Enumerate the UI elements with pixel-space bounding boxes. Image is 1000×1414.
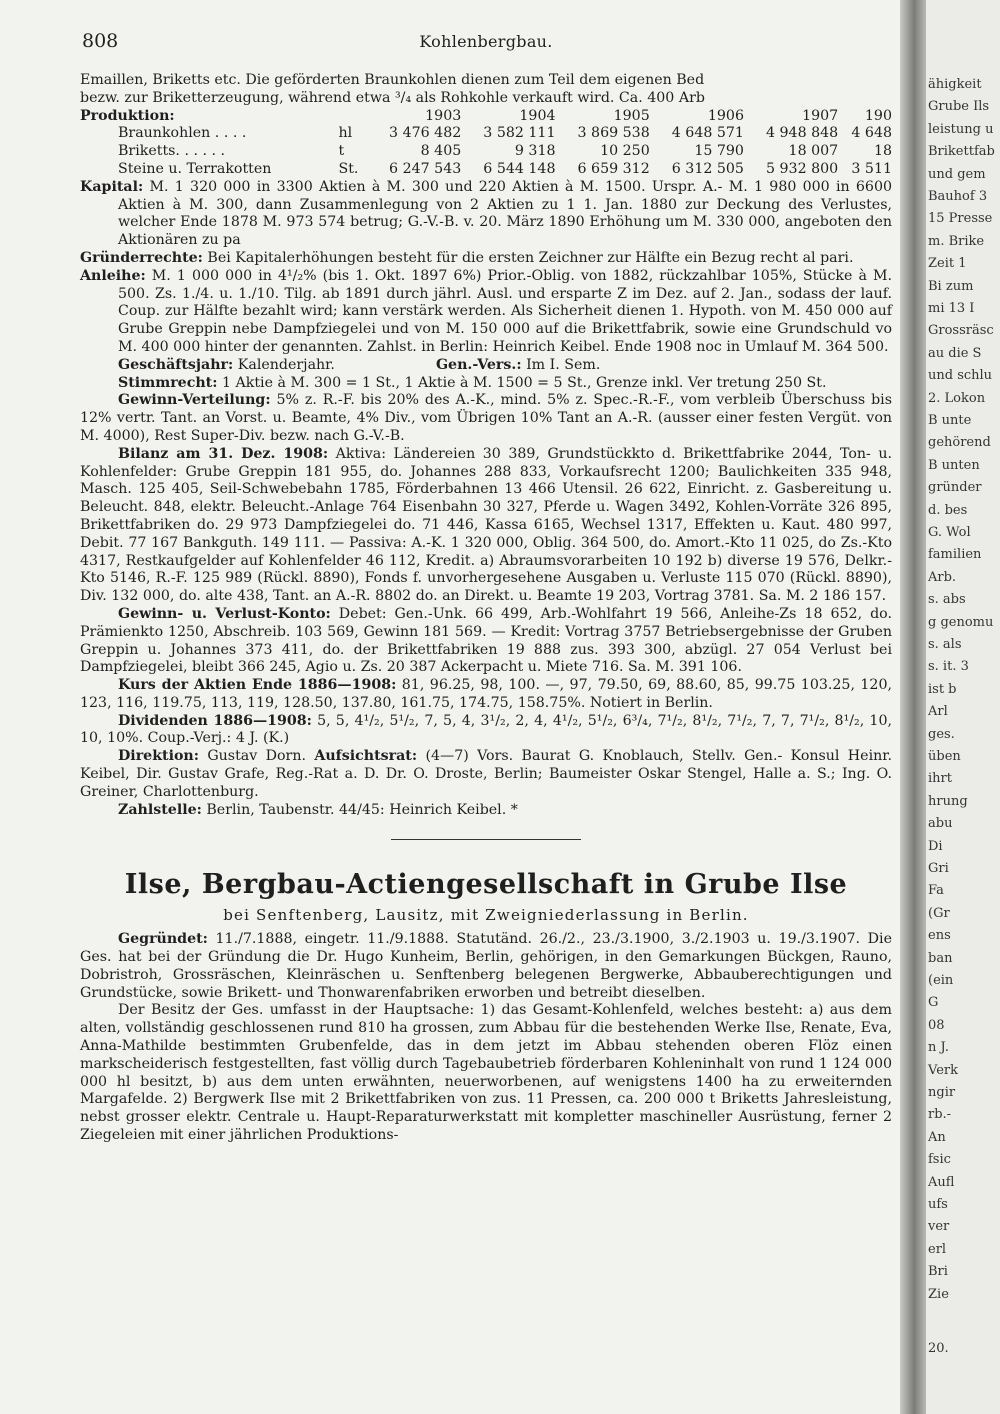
margin-fragment: fsic <box>928 1152 951 1168</box>
margin-fragment: hrung <box>928 793 968 809</box>
zahlstelle-label: Zahlstelle: <box>118 801 202 818</box>
main-text <box>80 72 892 1145</box>
margin-fragment: gehörend <box>928 435 991 451</box>
gewinnverteilung-label: Gewinn-Verteilung: <box>118 392 271 409</box>
geschaeftsjahr-label: Geschäftsjahr: <box>118 356 234 373</box>
kurs-paragraph <box>80 677 892 713</box>
gruenderrechte-label: Gründerrechte: <box>80 249 203 266</box>
intro-line: bezw. zur Briketterzeugung, während etwa ³/₄ als Rohkohle verkauft wird. Ca. 400 Arb <box>80 89 705 106</box>
gegruendet-text: 11./7.1888, eingetr. 11./9.1888. Statutänd. 26./2., 23./3.1900, 3./2.1903 u. 19./3.1907. Die Ges. hat bei der Gründung die Dr. Hugo Kunheim, Berlin, gehörigen, in den Gemarkungen Bückgen, Rauno, Dobristroh, Grossräschen, Kleinräschen u. Senftenberg belegenen Bergwerke, Abbauberechtigungen und Grundstücke, sowie Brikett- und Thonwarenfabriken erworben und betreibt dieselben. <box>80 931 892 1001</box>
aufsichtsrat-text: (4—7) Vors. Baurat G. Knoblauch, Stellv. Gen.- Konsul Heinr. Keibel, Dir. Gustav Grafe, Reg.-Rat a. D. Dr. O. Droste, Berlin; Baumeister Oskar Stengel, Halle a. S.; Ing. O. Greiner, Charlottenburg. <box>80 748 892 800</box>
margin-fragment: und schlu <box>928 368 993 384</box>
margin-fragment: au die S <box>928 345 982 361</box>
page-fold-shadow <box>900 0 926 1414</box>
anleihe-text: M. 1 000 000 in 4¹/₂% (bis 1. Okt. 1897 6%) Prior.-Oblig. von 1882, rückzahlbar 105%, Stücke à M. 500. Zs. 1./4. u. 1./10. Tilg. ab 1891 durch jährl. Ausl. und ersparte Z im Dez. auf 2. Jan., sodass der lauf. Coup. zur Hälfte bezahlt wird; kann verstärk werden. Als Sicherheit dienen 1. Hypoth. von M. 450 000 auf Grube Greppin nebe Dampfziegelei und von M. 150 000 auf die Brikettfabrik, sowie eine Grundschuld vo M. 400 000 hinter der genannten. Zahlst. in Berlin: Heinrich Keibel. Ende 1908 noc in Umlauf M. 364 500. <box>118 267 892 355</box>
margin-fragment: G <box>928 995 939 1011</box>
margin-fragment: m. Brike <box>928 233 985 249</box>
genvers-label: Gen.-Vers.: <box>435 356 522 373</box>
margin-fragment: d. bes <box>928 502 968 518</box>
production-header-row <box>80 108 892 126</box>
year-header: 190 <box>864 107 892 124</box>
gegruendet-label: Gegründet: <box>118 931 208 948</box>
cell-value: 18 007 <box>788 143 839 160</box>
margin-fragment: ngir <box>928 1085 956 1100</box>
margin-fragment: n J. <box>928 1040 949 1056</box>
guv-paragraph <box>80 606 892 677</box>
geschaeftsjahr-line <box>80 357 892 375</box>
cell-value: 3 476 482 <box>389 125 462 142</box>
production-table <box>80 108 892 179</box>
dividenden-paragraph <box>80 713 892 749</box>
cell-value: 6 247 543 <box>389 160 462 177</box>
margin-fragment: ver <box>928 1219 950 1235</box>
gegruendet-paragraph <box>80 931 892 1002</box>
row-unit: St. <box>338 160 359 177</box>
running-head: Kohlenbergbau. <box>419 32 553 51</box>
anleihe-label: Anleihe: <box>80 267 146 284</box>
page-number: 808 <box>82 30 119 52</box>
margin-fragment: Arl <box>928 704 948 720</box>
margin-fragment: Zie <box>928 1286 949 1302</box>
cell-value: 10 250 <box>600 143 650 160</box>
margin-fragment: ist b <box>928 681 957 697</box>
cell-value: 4 948 848 <box>765 125 839 142</box>
cell-value: 6 544 148 <box>483 160 556 177</box>
production-label: Produktion: <box>80 107 175 124</box>
row-label: Braunkohlen . . . . <box>118 125 247 142</box>
year-header: 1906 <box>707 107 744 124</box>
guv-label: Gewinn- u. Verlust-Konto: <box>118 605 331 622</box>
margin-fragment: ens <box>928 928 951 944</box>
margin-fragment: Bauhof 3 <box>928 189 988 204</box>
margin-fragment: üben <box>928 749 961 764</box>
gruenderrechte-paragraph <box>80 250 892 268</box>
margin-fragment: Gri <box>928 861 949 876</box>
gewinnverteilung-text: 5% z. R.-F. bis 20% des A.-K., mind. 5% z. Spec.-R.-F., vom verbleib Überschuss bis 12% vertr. Tant. an Vorst. u. Beamte, 4% Div., vom Übrigen 10% Tant an A.-R. (ausser einer festen Vergüt. von M. 4000), Rest Super-Div. bezw. nach G.-V.-B. <box>80 392 892 444</box>
margin-fragment: Zeit 1 <box>928 256 967 272</box>
dividenden-label: Dividenden 1886—1908: <box>118 712 312 729</box>
direktion-label: Direktion: <box>118 748 199 765</box>
margin-fragment: G. Wol <box>928 525 971 540</box>
margin-fragment: ihrt <box>928 771 952 787</box>
cell-value: 4 648 571 <box>671 125 744 142</box>
kapital-text: M. 1 320 000 in 3300 Aktien à M. 300 und 220 Aktien à M. 1500. Urspr. A.- M. 1 980 000 in 6600 Aktien à M. 300, dann Zusammenlegung von 2 Aktien zu 1 1. Jan. 1880 zur Deckung des Verlustes, welcher Ende 1878 M. 973 574 betrug; G.-V.-B. v. 20. März 1890 Erhöhung um M. 330 000, angeboten den Aktionären zu pa <box>118 178 892 249</box>
anleihe-paragraph <box>80 268 892 357</box>
margin-fragment: und gem <box>928 166 986 182</box>
row-label: Briketts. . . . . . <box>118 143 226 160</box>
kurs-text: 81, 96.25, 98, 100. —, 97, 79.50, 69, 88.60, 85, 99.75 103.25, 120, 123, 116, 119.75, 113, 119, 128.50, 137.80, 161.75, 174.75, 158.75%. Notiert in Berlin. <box>80 677 892 711</box>
bilanz-text: Aktiva: Ländereien 30 389, Grundstückkto d. Brikettfabrike 2044, Ton- u. Kohlenfelder: Grube Greppin 181 955, do. Johannes 288 833, Vorkaufsrecht 1200; Baulichkeiten 335 948, Masch. 125 405, Seil-Schwebebahn 1785, Förderbahnen 13 466 Utensil. 26 622, Einricht. z. Gasbereitung u. Beleucht. 848, elektr. Beleucht.-Anlage 764 Eisenbahn 30 327, Pferde u. Wagen 3492, Kohlen-Vorräte 326 895, Brikettfabriken do. 29 973 Dampfziegelei do. 71 446, Kassa 6165, Wechsel 1317, Effekten u. Kaut. 480 997, Debit. 77 167 Bankguth. 149 111. — Passiva: A.-K. 1 320 000, Oblig. 364 500, do. Amort.-Kto 11 025, do Zs.-Kto 4317, Restkaufgelder auf Kohlenfelder 46 112, Kredit. a) Abraumsvorarbeiten 10 192 b) diverse 19 576, Delkr.-Kto 5146, R.-F. 125 989 (Rückl. 8890), Fonds f. unvorhergesehene Ausgaben u. Verluste 115 070 (Rückl. 8890), Div. 132 000, do. alte 438, Tant. an A.-R. 8802 do. an Direkt. u. Beamte 19 203, Vortrag 3781. Sa. M. 2 186 157. <box>80 445 893 605</box>
margin-fragment: Bi zum <box>928 278 974 294</box>
kurs-label: Kurs der Aktien Ende 1886—1908: <box>118 677 397 694</box>
year-header: 1905 <box>613 107 650 124</box>
cell-value: 8 405 <box>420 143 462 160</box>
row-unit: t <box>338 143 345 160</box>
margin-fragment: leistung u <box>928 121 994 137</box>
cell-value: 15 790 <box>694 143 744 160</box>
margin-fragment: Aufl <box>928 1174 955 1190</box>
adjacent-page-strip <box>926 0 1000 1414</box>
cell-value: 18 <box>873 143 892 160</box>
margin-fragment: familien <box>928 547 982 563</box>
geschaeftsjahr-text: Kalenderjahr. <box>233 356 335 373</box>
margin-fragment: mi 13 I <box>928 301 975 316</box>
year-header: 1904 <box>519 107 556 124</box>
direktion-text: Gustav Dorn. <box>198 748 315 765</box>
production-row <box>80 125 892 143</box>
kapital-label: Kapital: <box>80 178 144 195</box>
cell-value: 6 312 505 <box>671 160 744 177</box>
production-row <box>80 161 892 179</box>
margin-fragment: An <box>928 1129 946 1145</box>
genvers-text: Im I. Sem. <box>521 356 601 373</box>
cell-value: 3 511 <box>851 160 892 177</box>
guv-text: Debet: Gen.-Unk. 66 499, Arb.-Wohlfahrt 19 566, Anleihe-Zs 18 652, do. Prämienkto 1250, Abschreib. 103 569, Gewinn 181 569. — Kredit: Vortrag 3757 Betriebsergebnisse der Gruben Greppin u. Johannes 373 411, do. der Brikettfabriken 19 888 zus. 393 300, abzügl. 27 054 Verlust bei Dampfziegelei, bleibt 366 245, Agio u. Zs. 20 387 Ackerpacht u. Miete 716. Sa. M. 391 106. <box>80 605 892 676</box>
margin-fragment: ges. <box>928 726 955 742</box>
margin-fragment: 20. <box>928 1341 949 1356</box>
dividenden-text: 5, 5, 4¹/₂, 5¹/₂, 7, 5, 4, 3¹/₂, 2, 4, 4¹/₂, 5¹/₂, 6³/₄, 7¹/₂, 8¹/₂, 7¹/₂, 7, 7, 7¹/₂, 8¹/₂, 10, 10, 10%. Coup.-Verj.: 4 J. (K.) <box>80 712 892 747</box>
company-title: Ilse, Bergbau-Actiengesellschaft in Grube Ilse <box>124 869 848 901</box>
stimmrecht-paragraph <box>80 375 892 393</box>
margin-fragment: Di <box>928 838 943 854</box>
margin-fragment: 08 <box>928 1017 945 1033</box>
margin-fragment: s. als <box>928 637 962 652</box>
zahlstelle-text: Berlin, Taubenstr. 44/45: Heinrich Keibel. * <box>201 801 518 818</box>
margin-fragment: Brikettfab <box>928 144 995 160</box>
besitz-paragraph: Der Besitz der Ges. umfasst in der Hauptsache: 1) das Gesamt-Kohlenfeld, welches besteht: a) aus dem alten, vollständig geschlossenen rund 810 ha grossen, zum Abbau für die bestehenden Werke Ilse, Renate, Eva, Anna-Mathilde bestimmten Grubenfelde, das in dem jetzt im Abbau stehenden oberen Flöz einen markscheiderisch festgestellten, fast völlig durch Tagebaubetrieb förderbaren Kohleninhalt von rund 1 124 000 000 hl besitzt, b) aus dem unten erwähnten, neuerworbenen, auf wenigstens 1400 ha zu erweiternden Margafelde. 2) Bergwerk Ilse mit 2 Brikettfabriken von zus. 11 Pressen, ca. 200 000 t Briketts Jahresleistung, nebst grosser elektr. Centrale u. Haupt-Reparaturwerkstatt mit kompletter maschineller Ausrüstung, ferner 2 Ziegeleien mit einer jährlichen Produktions- <box>80 1002 892 1144</box>
margin-fragment: rb.- <box>928 1107 952 1123</box>
production-row <box>80 143 892 161</box>
cell-value: 4 648 <box>851 125 892 142</box>
bilanz-paragraph <box>80 446 892 606</box>
margin-fragment: (Gr <box>928 905 950 921</box>
margin-fragment: B unten <box>928 457 980 473</box>
section-divider <box>80 825 892 851</box>
cell-value: 3 582 111 <box>483 125 556 142</box>
margin-fragment: B unte <box>928 413 972 428</box>
stimmrecht-label: Stimmrecht: <box>118 374 218 391</box>
company-subtitle: bei Senftenberg, Lausitz, mit Zweigniederlassung in Berlin. <box>223 906 749 925</box>
year-header: 1903 <box>425 107 462 124</box>
margin-fragment: abu <box>928 816 953 832</box>
aufsichtsrat-label: Aufsichtsrat: <box>314 748 418 765</box>
row-label: Steine u. Terrakotten <box>118 160 272 177</box>
margin-fragment: erl <box>928 1241 947 1257</box>
cell-value: 6 659 312 <box>577 160 650 177</box>
margin-fragment: Bri <box>928 1264 948 1280</box>
margin-fragment: Fa <box>928 883 944 899</box>
margin-fragment: 2. Lokon <box>928 390 986 406</box>
margin-fragment: (ein <box>928 973 954 988</box>
cell-value: 5 932 800 <box>765 160 839 177</box>
zahlstelle-paragraph <box>80 802 892 820</box>
direktion-paragraph <box>80 748 892 801</box>
margin-fragment: Grube Ils <box>928 99 990 115</box>
gewinnverteilung-paragraph <box>80 392 892 445</box>
row-unit: hl <box>338 125 353 142</box>
margin-fragment: Arb. <box>928 569 957 585</box>
cell-value: 3 869 538 <box>577 125 650 142</box>
margin-fragment: ban <box>928 950 953 966</box>
bilanz-label: Bilanz am 31. Dez. 1908: <box>118 445 329 462</box>
gruenderrechte-text: Bei Kapitalerhöhungen besteht für die ersten Zeichner zur Hälfte ein Bezug recht al pari. <box>202 249 854 266</box>
margin-fragment: Verk <box>928 1062 958 1078</box>
intro-line: Emaillen, Briketts etc. Die geförderten Braunkohlen dienen zum Teil dem eigenen Bed <box>80 72 705 88</box>
kapital-paragraph <box>80 179 892 250</box>
margin-fragment: gründer <box>928 480 982 496</box>
margin-fragment: ähigkeit <box>928 77 982 92</box>
page-header <box>82 30 890 54</box>
margin-fragment: 15 Presse <box>928 211 993 227</box>
margin-fragment: s. abs <box>928 592 966 608</box>
margin-fragment: Grossräsc <box>928 323 994 339</box>
year-header: 1907 <box>802 107 839 124</box>
margin-fragment: s. it. 3 <box>928 659 969 675</box>
cell-value: 9 318 <box>514 143 556 160</box>
stimmrecht-text: 1 Aktie à M. 300 = 1 St., 1 Aktie à M. 1500 = 5 St., Grenze inkl. Ver tretung 250 St. <box>217 374 827 391</box>
margin-fragment: g genomu <box>928 614 994 630</box>
margin-fragment: ufs <box>928 1197 948 1212</box>
